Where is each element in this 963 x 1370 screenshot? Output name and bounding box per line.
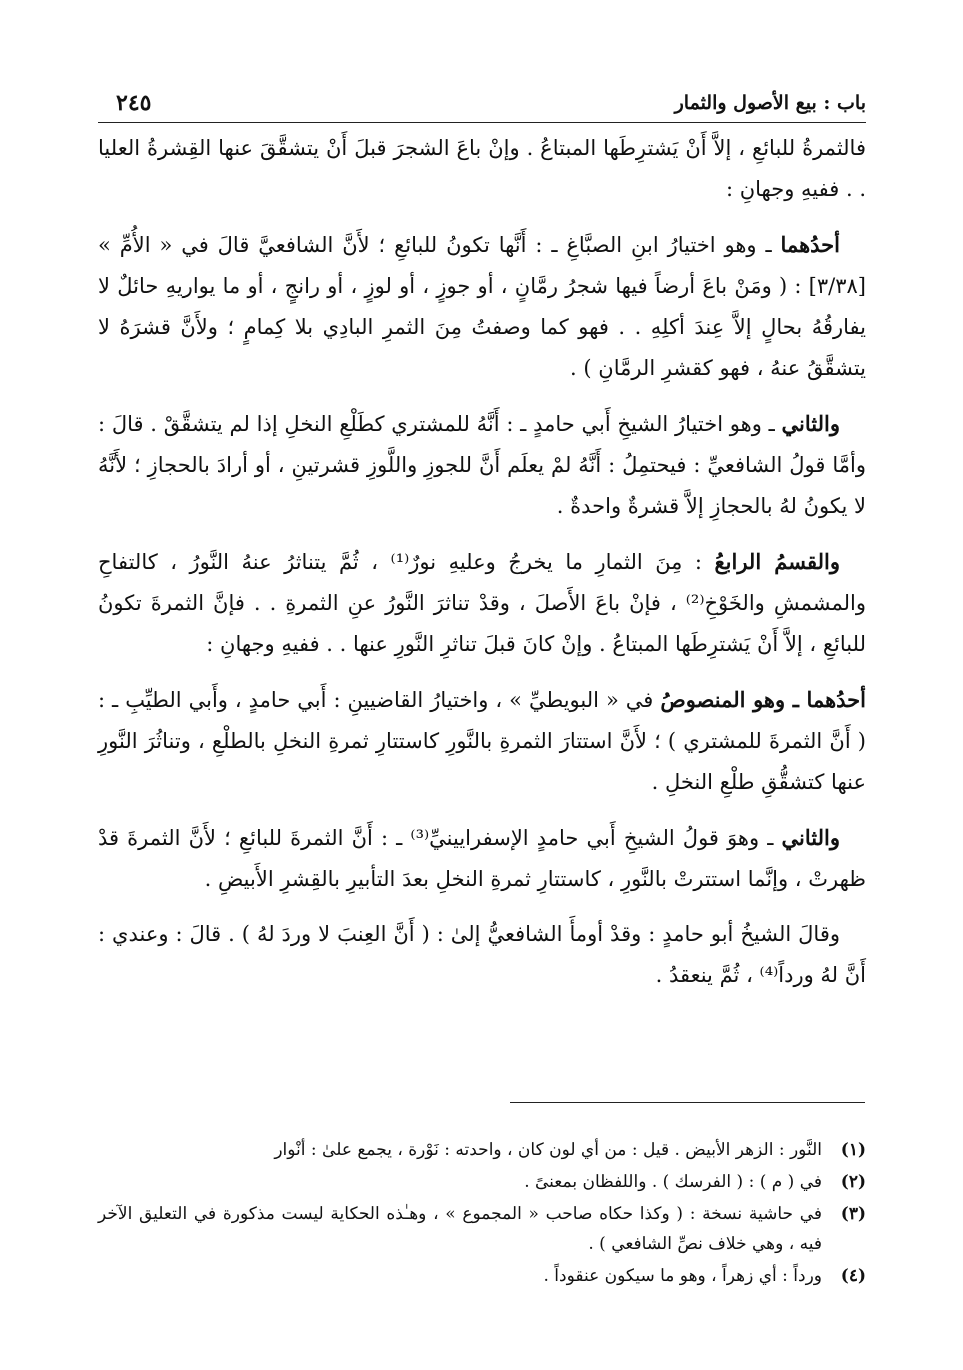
paragraph-text: ـ وهو اختيارُ ابنِ الصبَّاغِ ـ : أَنَّها تكونُ للبائعِ ؛ لأَنَّ الشافعيَّ قالَ في « الأُمِّ » [٣/٣٨] : ( ومَنْ باعَ أرضاً فيها شجرُ رمَّانٍ ، أو جوزٍ ، أو لوزٍ ، أو رانجٍ ، أو ما يواريهِ حائلٌ لا يفارقُهُ بحالٍ إلاَّ عِندَ أكلِهِ . . فهو كما وصفتُ مِنَ الثمرِ البادِي بلا كِمامٍ ؛ ولأَنَّ قشرَهُ لا يتشقَّقُ عنهُ ، فهو كقشرِ الرمَّانِ ) . <box>98 233 866 380</box>
paragraph-lead: والثاني <box>781 411 840 436</box>
paragraph <box>98 224 866 389</box>
paragraph-text: ـ وهو اختيارُ الشيخِ أَبي حامدٍ ـ : أَنَّهُ للمشتري كطَلْعِ النخلِ إذا لم يتشقَّقْ . قالَ : وأمَّا قولُ الشافعيِّ : فيحتمِلُ : أَنَّهُ لمْ يعلَم أَنَّ للجوزِ واللَّوزِ قشرتينِ ، أو أرادَ بالحجازِ ؛ لأَنَّهُ لا يكونُ لهُ بالحجازِ إلاَّ قشرةٌ واحدةٌ . <box>98 412 866 518</box>
paragraph <box>98 817 866 900</box>
paragraph <box>98 403 866 527</box>
running-header <box>98 88 866 123</box>
footnote <box>98 1199 866 1259</box>
footnote-number: (٣) <box>840 1204 866 1224</box>
paragraph-text: ـ وهوَ قولُ الشيخِ أَبي حامدٍ الإسفرايينيِّ⁽³⁾ ـ : أَنَّ الثمرةَ للبائعِ ؛ لأَنَّ الثمرةَ قدْ ظهرتْ ، وإنَّما استترتْ بالنَّورِ ، كاستتارِ ثمرةِ النخلِ بعدَ التأبيرِ بالقِشرِ الأَبيضِ . <box>98 826 866 891</box>
footnote-number: (١) <box>840 1140 866 1160</box>
footnote <box>98 1261 866 1291</box>
paragraph-text: فالثمرةُ للبائعِ ، إلاَّ أَنْ يَشترِطَها المبتاعُ . وإنْ باعَ الشجرَ قبلَ أَنْ يتشقَّقَ عنها القِشرةُ العليا . . ففيهِ وجهانِ : <box>98 136 866 201</box>
paragraph <box>98 914 866 996</box>
paragraph-lead: أحدُهما ـ وهو المنصوصُ <box>660 687 866 712</box>
main-text <box>98 128 866 1010</box>
footnote <box>98 1135 866 1165</box>
paragraph <box>98 679 866 803</box>
paragraph-lead: أحدُهما <box>780 232 840 257</box>
chapter-title: باب : بيع الأصول والثمار <box>674 92 866 114</box>
page-number: ٢٤٥ <box>116 90 152 116</box>
footnote-text: ورداً : أي زهراً ، وهو ما سيكون عنقوداً . <box>543 1266 822 1286</box>
paragraph <box>98 541 866 665</box>
footnote-text: في حاشية نسخة : ( وكذا حكاه صاحب « المجموع » ، وهـٰذه الحكاية ليست مذكورة في التعليق الآخر فيه ، وهي خلاف نصِّ الشافعي ) . <box>98 1204 822 1254</box>
footnote-text: في ( م ) : ( الفرسك ) . واللفظان بمعنىً . <box>524 1172 822 1192</box>
footnote-text: النَّور : الزهر الأبيض . قيل : من أي لون كان ، واحدته : نَوْرة ، يجمع علىٰ : أنْوار <box>274 1140 822 1160</box>
paragraph-lead: والقسمُ الرابعُ <box>714 549 840 574</box>
footnote-number: (٤) <box>840 1266 866 1286</box>
footnote-separator <box>510 1102 865 1103</box>
footnotes <box>98 1135 866 1293</box>
footnote <box>98 1167 866 1197</box>
paragraph-text: : مِنَ الثمارِ ما يخرجُ وعليهِ نورٌ⁽¹⁾ ، ثُمَّ يتناثرُ عنهُ النَّورُ ، كالتفاحِ والمشمشِ والخَوْخِ⁽²⁾ ، فإنْ باعَ الأَصلَ ، وقدْ تناثرَ النَّورُ عنِ الثمرةِ . . فإنَّ الثمرةَ تكونُ للبائعِ ، إلاَّ أَنْ يَشترِطَها المبتاعُ . وإنْ كانَ قبلَ تناثرِ النَّورِ عنها . . ففيهِ وجهانِ : <box>98 550 866 656</box>
paragraph-text: وقالَ الشيخُ أبو حامدٍ : وقدْ أومأَ الشافعيُّ إلىٰ : ( أَنَّ العِنبَ لا وردَ لهُ ) . قالَ : وعندي : أَنَّ لهُ ورداً⁽⁴⁾ ، ثُمَّ ينعقدُ . <box>98 922 866 987</box>
paragraph-text: في « البويطيِّ » ، واختيارُ القاضيينِ : أَبي حامدٍ ، وأَبي الطيِّبِ ـ : ( أَنَّ الثمرةَ للمشتري ) ؛ لأَنَّ استتارَ الثمرةِ بالنَّورِ كاستتارِ ثمرةِ النخلِ بالطلْعِ ، وتناثُرَ النَّورِ عنها كتشقُّقِ طلْعِ النخلِ . <box>98 688 866 794</box>
footnote-number: (٢) <box>840 1172 866 1192</box>
paragraph <box>98 128 866 210</box>
paragraph-lead: والثاني <box>781 825 840 850</box>
